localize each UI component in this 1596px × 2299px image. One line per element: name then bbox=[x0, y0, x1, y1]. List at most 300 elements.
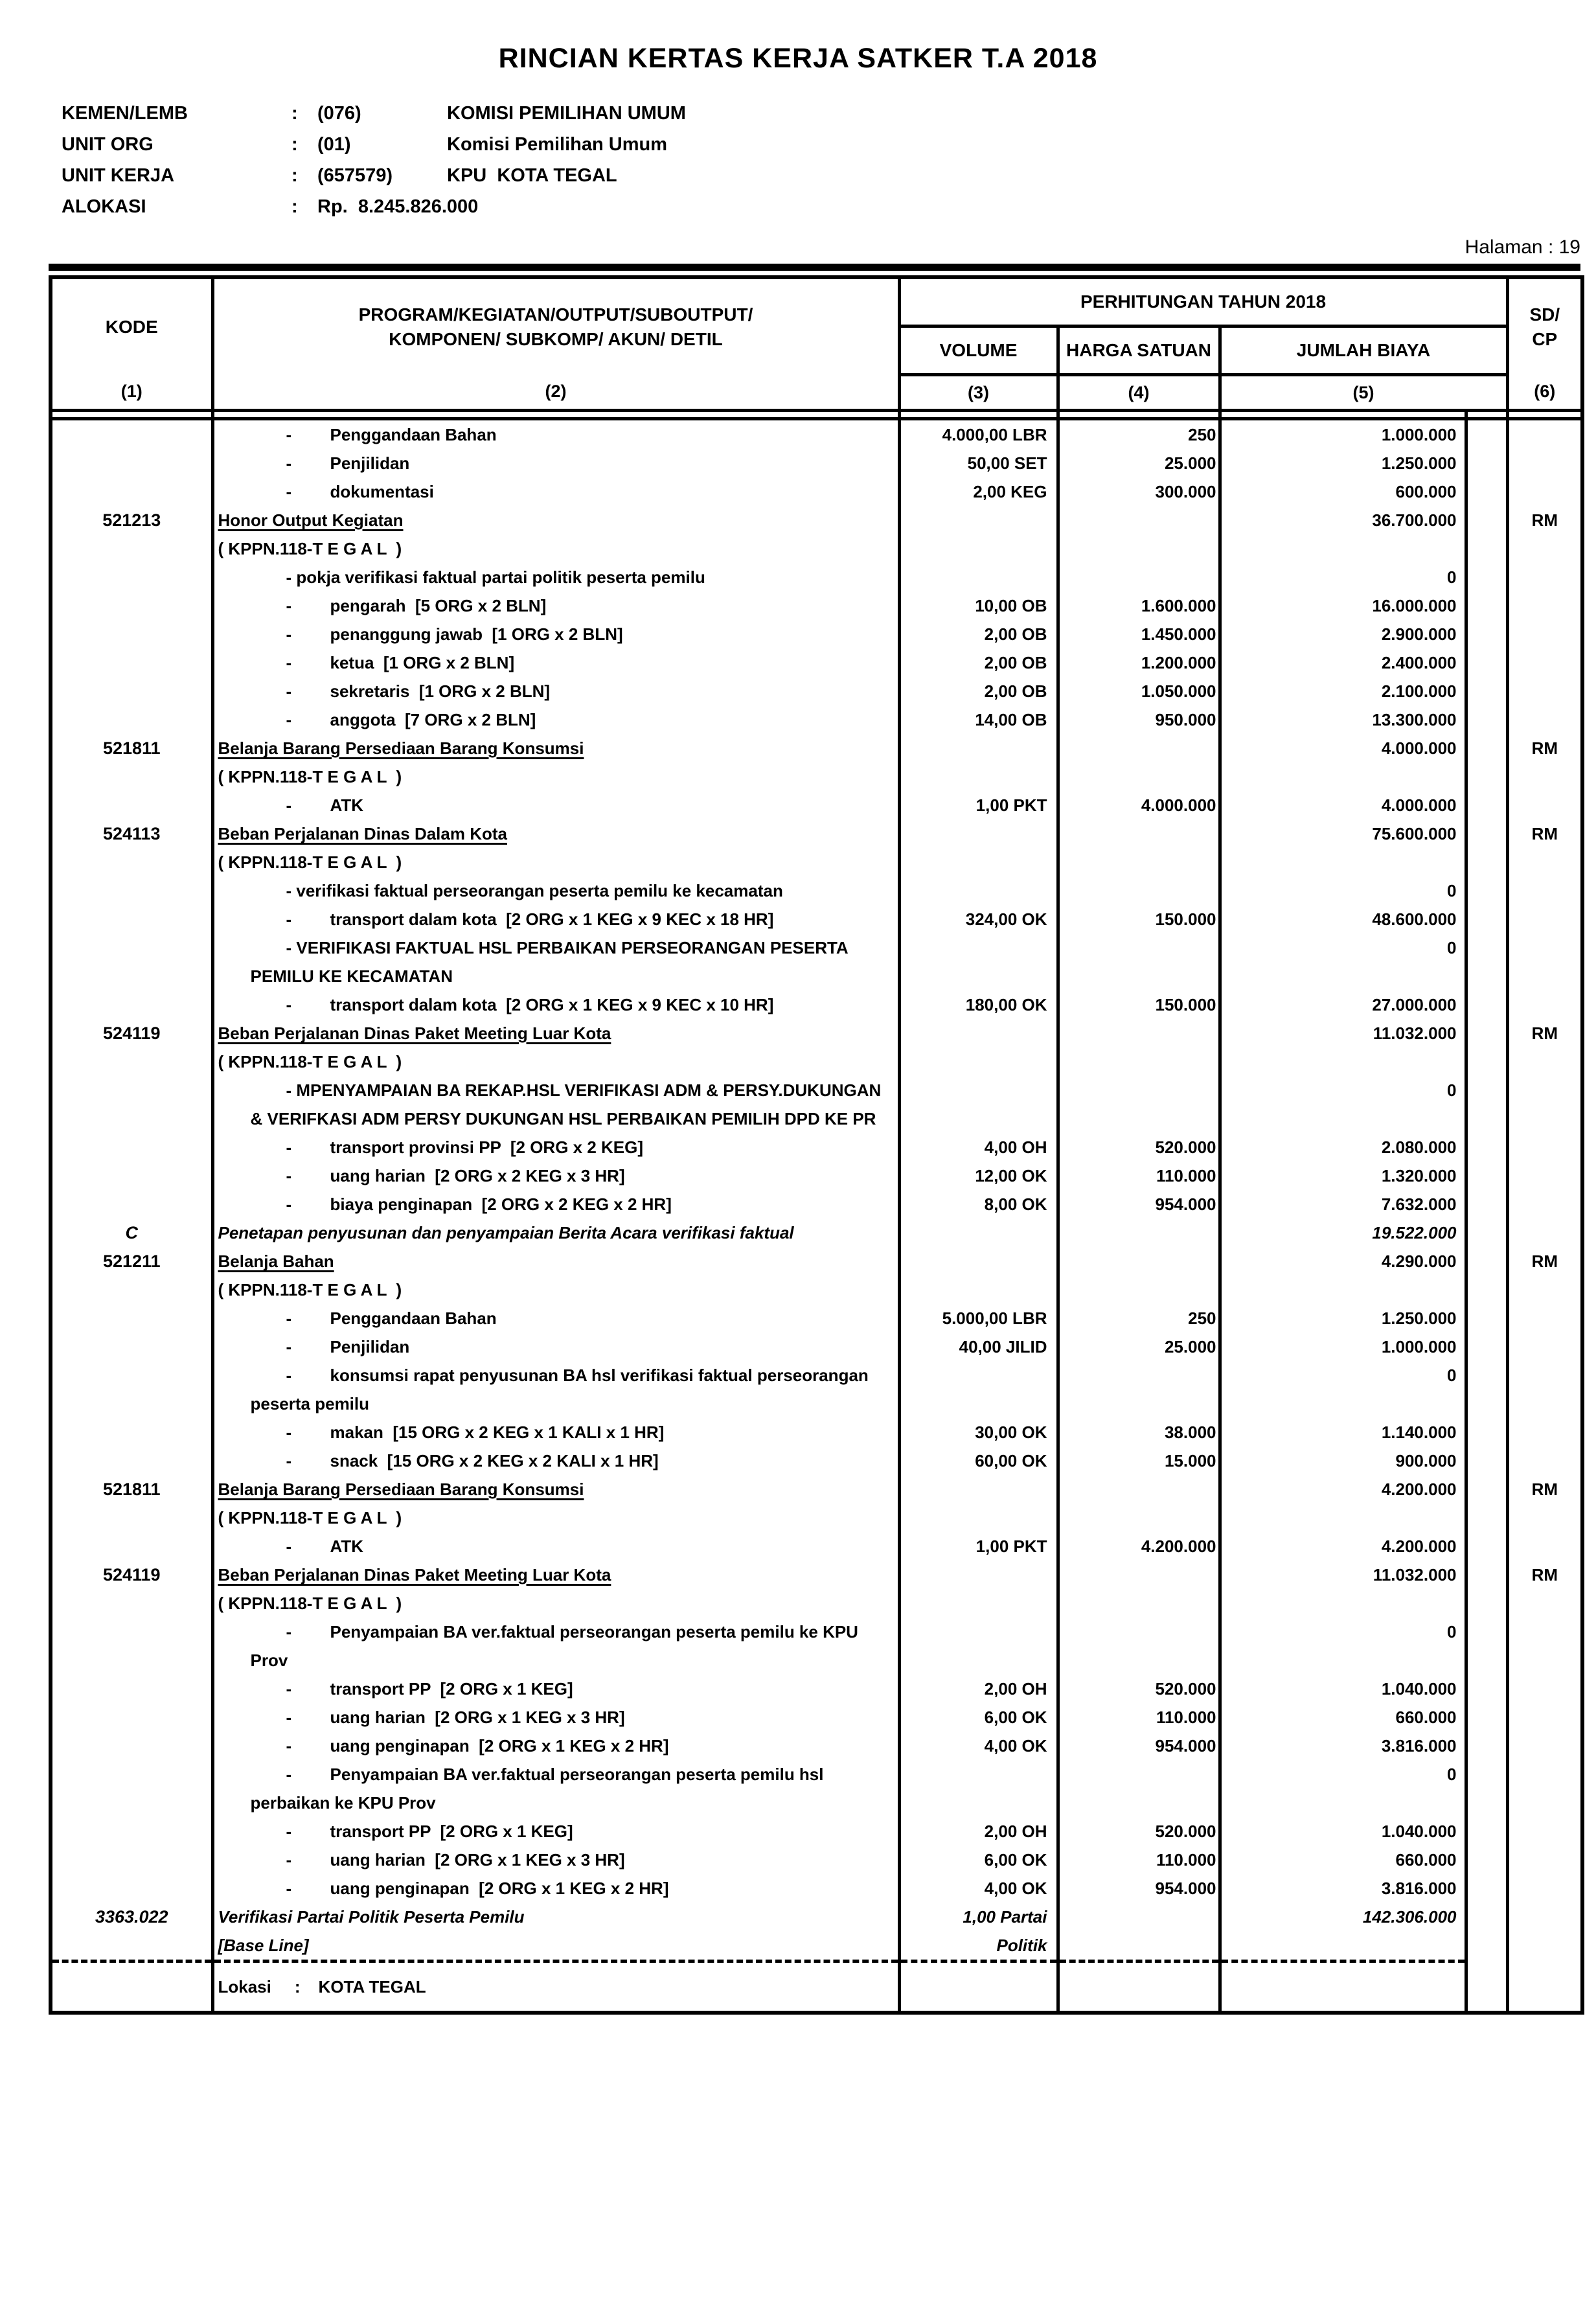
cell-kode bbox=[51, 1333, 212, 1361]
amount-value: 1.000.000 bbox=[1381, 1337, 1457, 1356]
cell-harga-satuan: 950.000 bbox=[1058, 705, 1220, 734]
volume-value: 6,00 OK bbox=[984, 1708, 1047, 1727]
cell-volume bbox=[899, 1760, 1058, 1817]
volume-value: 2,00 OB bbox=[984, 653, 1047, 672]
table-row bbox=[51, 1475, 1582, 1504]
header-col-num-6: (6) bbox=[1507, 375, 1582, 411]
volume-value: Politik bbox=[996, 1936, 1047, 1955]
table-row bbox=[51, 477, 1582, 506]
cell-spacer bbox=[1466, 990, 1507, 1019]
detail-line bbox=[218, 1817, 898, 1846]
cell-sd-cp bbox=[1507, 990, 1582, 1019]
kode-value: 3363.022 bbox=[95, 1907, 168, 1927]
detail-text: biaya penginapan [2 ORG x 2 KEG x 2 HR] bbox=[330, 1195, 672, 1214]
cell-description bbox=[212, 1275, 899, 1304]
amount-value: 2.400.000 bbox=[1381, 653, 1457, 672]
cell-jumlah-biaya bbox=[1220, 1903, 1466, 1962]
detail-line bbox=[218, 791, 898, 819]
cell-volume bbox=[899, 1333, 1058, 1361]
amount-value: 900.000 bbox=[1395, 1451, 1457, 1470]
detail-line bbox=[218, 591, 898, 620]
dash-bullet: - bbox=[286, 482, 292, 501]
akun-title bbox=[218, 1247, 898, 1275]
table-row bbox=[51, 1418, 1582, 1447]
cell-harga-satuan: 110.000 bbox=[1058, 1846, 1220, 1874]
table-row bbox=[51, 1161, 1582, 1190]
cell-volume bbox=[899, 819, 1058, 848]
cell-spacer bbox=[1466, 1333, 1507, 1361]
cell-spacer bbox=[1466, 1760, 1507, 1817]
dash-bullet: - bbox=[286, 1822, 292, 1841]
cell-sd-cp bbox=[1507, 1903, 1582, 1962]
table-row bbox=[51, 819, 1582, 848]
meta-label: UNIT KERJA bbox=[62, 165, 175, 186]
cell-jumlah-biaya bbox=[1220, 990, 1466, 1019]
table-row bbox=[51, 563, 1582, 591]
cell-kode bbox=[51, 1247, 212, 1275]
cell-volume bbox=[899, 506, 1058, 534]
cell-harga-satuan bbox=[1058, 734, 1220, 762]
meta-colon: : bbox=[291, 196, 298, 217]
cell-harga-satuan bbox=[1058, 506, 1220, 534]
cell-spacer bbox=[1466, 1732, 1507, 1760]
document-meta-block bbox=[62, 103, 1596, 227]
cell-kode bbox=[51, 1161, 212, 1190]
dash-bullet: - bbox=[286, 1309, 292, 1328]
header-col-num-4: (4) bbox=[1058, 375, 1220, 411]
lokasi-label: Lokasi bbox=[218, 1977, 271, 1996]
meta-value: KPU KOTA TEGAL bbox=[447, 165, 617, 186]
detail-text: Penjilidan bbox=[330, 453, 410, 473]
cell-description bbox=[212, 648, 899, 677]
cell-kode bbox=[51, 419, 212, 450]
table-row bbox=[51, 1133, 1582, 1161]
header-col-num-1: (1) bbox=[51, 375, 212, 411]
cell-kode bbox=[51, 1019, 212, 1047]
cell-volume bbox=[899, 1532, 1058, 1561]
cell-description bbox=[212, 1218, 899, 1247]
cell-volume bbox=[899, 1817, 1058, 1846]
output-title: [Base Line] bbox=[218, 1936, 309, 1955]
kode-value: 521811 bbox=[102, 1480, 161, 1499]
detail-text: transport PP [2 ORG x 1 KEG] bbox=[330, 1679, 573, 1699]
cell-description bbox=[212, 1589, 899, 1618]
amount-value: 3.816.000 bbox=[1381, 1879, 1457, 1898]
amount-value: 4.290.000 bbox=[1381, 1252, 1457, 1271]
header-col-num-5: (5) bbox=[1220, 375, 1507, 411]
kppn-label: ( KPPN.118-T E G A L ) bbox=[218, 1052, 402, 1071]
kode-value: 521811 bbox=[102, 738, 161, 758]
cell-jumlah-biaya bbox=[1220, 1133, 1466, 1161]
cell-kode bbox=[51, 1589, 212, 1618]
note-line: - verifikasi faktual perseorangan peserta pemilu ke kecamatan bbox=[286, 881, 783, 900]
cell-harga-satuan: 250 bbox=[1058, 419, 1220, 450]
cell-jumlah-biaya bbox=[1220, 591, 1466, 620]
amount-value: 2.100.000 bbox=[1381, 681, 1457, 701]
amount-value: 1.000.000 bbox=[1381, 425, 1457, 444]
kppn-label: ( KPPN.118-T E G A L ) bbox=[218, 852, 402, 872]
cell-sd-cp bbox=[1507, 1447, 1582, 1475]
cell-spacer bbox=[1466, 1161, 1507, 1190]
detail-text-continued: peserta pemilu bbox=[250, 1394, 370, 1413]
table-row bbox=[51, 1532, 1582, 1561]
amount-value: 27.000.000 bbox=[1372, 995, 1457, 1014]
table-row bbox=[51, 1076, 1582, 1133]
cell-volume bbox=[899, 1190, 1058, 1218]
detail-text: uang penginapan [2 ORG x 1 KEG x 2 HR] bbox=[330, 1879, 669, 1898]
cell-sd-cp: RM bbox=[1507, 506, 1582, 534]
volume-value: 2,00 OB bbox=[984, 624, 1047, 644]
cell-kode bbox=[51, 933, 212, 990]
amount-value: 0 bbox=[1447, 567, 1457, 587]
volume-value: 14,00 OB bbox=[975, 710, 1047, 729]
detail-line bbox=[218, 477, 898, 506]
cell-spacer bbox=[1466, 620, 1507, 648]
meta-code: (076) bbox=[317, 103, 361, 124]
cell-jumlah-biaya bbox=[1220, 1846, 1466, 1874]
cell-volume bbox=[899, 620, 1058, 648]
table-row bbox=[51, 1874, 1582, 1903]
detail-text: ketua [1 ORG x 2 BLN] bbox=[330, 653, 515, 672]
amount-value: 1.040.000 bbox=[1381, 1679, 1457, 1699]
cell-jumlah-biaya bbox=[1220, 648, 1466, 677]
cell-description bbox=[212, 762, 899, 791]
cell-harga-satuan: 4.000.000 bbox=[1058, 791, 1220, 819]
cell-description bbox=[212, 1333, 899, 1361]
volume-value: 4.000,00 LBR bbox=[942, 425, 1047, 444]
cell-kode bbox=[51, 1361, 212, 1418]
cell-jumlah-biaya bbox=[1220, 1760, 1466, 1817]
cell-jumlah-biaya bbox=[1220, 1703, 1466, 1732]
akun-title bbox=[218, 819, 898, 848]
cell-spacer bbox=[1466, 705, 1507, 734]
cell-description bbox=[212, 705, 899, 734]
cell-kode bbox=[51, 1133, 212, 1161]
cell-jumlah-biaya bbox=[1220, 1475, 1466, 1504]
header-program-line2: KOMPONEN/ SUBKOMP/ AKUN/ DETIL bbox=[389, 328, 723, 349]
cell-description bbox=[212, 506, 899, 534]
detail-line bbox=[218, 620, 898, 648]
cell-jumlah-biaya bbox=[1220, 1047, 1466, 1076]
cell-sd-cp bbox=[1507, 876, 1582, 905]
cell-kode bbox=[51, 905, 212, 933]
cell-sd-cp: RM bbox=[1507, 1019, 1582, 1047]
cell-sd-cp bbox=[1507, 1817, 1582, 1846]
meta-label: KEMEN/LEMB bbox=[62, 103, 188, 124]
cell-volume bbox=[899, 762, 1058, 791]
cell-volume bbox=[899, 1504, 1058, 1532]
cell-spacer bbox=[1466, 876, 1507, 905]
table-row bbox=[51, 620, 1582, 648]
table-body bbox=[51, 419, 1582, 1962]
cell-kode bbox=[51, 1532, 212, 1561]
cell-volume bbox=[899, 477, 1058, 506]
cell-sd-cp bbox=[1507, 1418, 1582, 1447]
cell-kode bbox=[51, 876, 212, 905]
note-line: PEMILU KE KECAMATAN bbox=[250, 966, 453, 986]
cell-spacer bbox=[1466, 506, 1507, 534]
cell-harga-satuan bbox=[1058, 933, 1220, 990]
cell-sd-cp bbox=[1507, 1161, 1582, 1190]
amount-value: 16.000.000 bbox=[1372, 596, 1457, 615]
detail-line bbox=[218, 677, 898, 705]
cell-sd-cp bbox=[1507, 1133, 1582, 1161]
cell-jumlah-biaya bbox=[1220, 1161, 1466, 1190]
cell-kode bbox=[51, 1304, 212, 1333]
akun-title-text: Belanja Barang Persediaan Barang Konsumsi bbox=[218, 738, 584, 758]
cell-sd-cp bbox=[1507, 905, 1582, 933]
cell-spacer bbox=[1466, 534, 1507, 563]
cell-spacer bbox=[1466, 762, 1507, 791]
cell-kode bbox=[51, 1076, 212, 1133]
cell-jumlah-biaya bbox=[1220, 791, 1466, 819]
cell-volume bbox=[899, 1247, 1058, 1275]
cell-description bbox=[212, 734, 899, 762]
detail-line bbox=[218, 1532, 898, 1561]
cell-sd-cp bbox=[1507, 563, 1582, 591]
cell-kode bbox=[51, 591, 212, 620]
cell-description bbox=[212, 534, 899, 563]
cell-harga-satuan: 150.000 bbox=[1058, 905, 1220, 933]
dash-bullet: - bbox=[286, 1337, 292, 1356]
cell-jumlah-biaya bbox=[1220, 677, 1466, 705]
cell-kode bbox=[51, 1846, 212, 1874]
cell-harga-satuan bbox=[1058, 1361, 1220, 1418]
cell-volume bbox=[899, 933, 1058, 990]
amount-value: 3.816.000 bbox=[1381, 1736, 1457, 1756]
cell-volume bbox=[899, 449, 1058, 477]
cell-description bbox=[212, 1418, 899, 1447]
dash-bullet: - bbox=[286, 1736, 292, 1756]
detail-line bbox=[218, 1703, 898, 1732]
header-program-line1: PROGRAM/KEGIATAN/OUTPUT/SUBOUTPUT/ bbox=[358, 304, 753, 325]
cell-spacer bbox=[1466, 1133, 1507, 1161]
table-row bbox=[51, 1333, 1582, 1361]
meta-row-unit-kerja bbox=[62, 165, 1596, 196]
cell-description bbox=[212, 1190, 899, 1218]
amount-value: 4.000.000 bbox=[1381, 738, 1457, 758]
table-row bbox=[51, 534, 1582, 563]
akun-title bbox=[218, 1019, 898, 1047]
cell-spacer bbox=[1466, 1447, 1507, 1475]
cell-volume bbox=[899, 1161, 1058, 1190]
cell-volume bbox=[899, 1361, 1058, 1418]
cell-kode bbox=[51, 1817, 212, 1846]
detail-text: sekretaris [1 ORG x 2 BLN] bbox=[330, 681, 551, 701]
cell-spacer bbox=[1466, 419, 1507, 450]
amount-value: 2.900.000 bbox=[1381, 624, 1457, 644]
detail-line bbox=[218, 705, 898, 734]
cell-volume bbox=[899, 648, 1058, 677]
cell-harga-satuan: 954.000 bbox=[1058, 1732, 1220, 1760]
dash-bullet: - bbox=[286, 453, 292, 473]
table-row bbox=[51, 648, 1582, 677]
cell-sd-cp bbox=[1507, 705, 1582, 734]
cell-description bbox=[212, 563, 899, 591]
table-row bbox=[51, 1817, 1582, 1846]
table-row bbox=[51, 1903, 1582, 1962]
cell-description bbox=[212, 848, 899, 876]
cell-jumlah-biaya bbox=[1220, 449, 1466, 477]
cell-jumlah-biaya bbox=[1220, 1532, 1466, 1561]
cell-spacer bbox=[1466, 933, 1507, 990]
amount-value: 0 bbox=[1447, 1081, 1457, 1100]
dash-bullet: - bbox=[286, 1366, 292, 1385]
dash-bullet: - bbox=[286, 1138, 292, 1157]
cell-spacer bbox=[1466, 1304, 1507, 1333]
note-line: - VERIFIKASI FAKTUAL HSL PERBAIKAN PERSEORANGAN PESERTA bbox=[286, 938, 849, 957]
cell-spacer bbox=[1466, 1247, 1507, 1275]
amount-value: 660.000 bbox=[1395, 1850, 1457, 1870]
cell-volume bbox=[899, 563, 1058, 591]
dash-bullet: - bbox=[286, 681, 292, 701]
cell-volume bbox=[899, 1133, 1058, 1161]
cell-harga-satuan bbox=[1058, 1019, 1220, 1047]
cell-kode bbox=[51, 1418, 212, 1447]
cell-sd-cp bbox=[1507, 933, 1582, 990]
cell-harga-satuan: 1.050.000 bbox=[1058, 677, 1220, 705]
header-col-num-3: (3) bbox=[899, 375, 1058, 411]
cell-spacer bbox=[1466, 1561, 1507, 1589]
amount-value: 142.306.000 bbox=[1362, 1907, 1457, 1927]
cell-harga-satuan bbox=[1058, 848, 1220, 876]
cell-jumlah-biaya bbox=[1220, 563, 1466, 591]
cell-jumlah-biaya bbox=[1220, 1218, 1466, 1247]
header-cp: CP bbox=[1532, 328, 1558, 349]
cell-spacer bbox=[1466, 1076, 1507, 1133]
output-title: Verifikasi Partai Politik Peserta Pemilu bbox=[218, 1907, 525, 1927]
header-perhitungan: PERHITUNGAN TAHUN 2018 bbox=[899, 277, 1507, 326]
cell-description bbox=[212, 1675, 899, 1703]
volume-value: 8,00 OK bbox=[984, 1195, 1047, 1214]
table-row bbox=[51, 1703, 1582, 1732]
kode-value: 521211 bbox=[102, 1252, 161, 1271]
meta-code: (657579) bbox=[317, 165, 393, 186]
cell-volume bbox=[899, 1703, 1058, 1732]
table-row bbox=[51, 990, 1582, 1019]
cell-description bbox=[212, 1047, 899, 1076]
detail-line bbox=[218, 1732, 898, 1760]
table-row bbox=[51, 791, 1582, 819]
cell-description bbox=[212, 819, 899, 848]
page-title: RINCIAN KERTAS KERJA SATKER T.A 2018 bbox=[498, 43, 1098, 74]
lokasi-cell bbox=[212, 1962, 899, 2013]
cell-volume bbox=[899, 1275, 1058, 1304]
detail-line bbox=[218, 420, 898, 449]
cell-jumlah-biaya bbox=[1220, 1304, 1466, 1333]
table-row bbox=[51, 933, 1582, 990]
cell-jumlah-biaya bbox=[1220, 1418, 1466, 1447]
cell-sd-cp bbox=[1507, 1703, 1582, 1732]
cell-jumlah-biaya bbox=[1220, 1732, 1466, 1760]
budget-table-wrapper bbox=[49, 264, 1580, 2015]
amount-value: 75.600.000 bbox=[1372, 824, 1457, 843]
cell-sd-cp: RM bbox=[1507, 819, 1582, 848]
table-row bbox=[51, 734, 1582, 762]
detail-text: ATK bbox=[330, 1537, 364, 1556]
amount-value: 0 bbox=[1447, 881, 1457, 900]
table-row bbox=[51, 1304, 1582, 1333]
cell-volume bbox=[899, 1019, 1058, 1047]
cell-kode bbox=[51, 1874, 212, 1903]
note-line: & VERIFKASI ADM PERSY DUKUNGAN HSL PERBAIKAN PEMILIH DPD KE PR bbox=[250, 1109, 876, 1128]
dash-bullet: - bbox=[286, 653, 292, 672]
cell-description bbox=[212, 1019, 899, 1047]
cell-jumlah-biaya bbox=[1220, 1561, 1466, 1589]
cell-jumlah-biaya bbox=[1220, 1275, 1466, 1304]
dash-bullet: - bbox=[286, 1708, 292, 1727]
cell-sd-cp bbox=[1507, 477, 1582, 506]
cell-description bbox=[212, 419, 899, 450]
cell-sd-cp bbox=[1507, 1532, 1582, 1561]
cell-sd-cp bbox=[1507, 1047, 1582, 1076]
header-volume: VOLUME bbox=[899, 326, 1058, 375]
cell-spacer bbox=[1466, 1618, 1507, 1675]
meta-colon: : bbox=[291, 103, 298, 124]
kppn-label: ( KPPN.118-T E G A L ) bbox=[218, 1280, 402, 1299]
cell-harga-satuan bbox=[1058, 1618, 1220, 1675]
akun-title bbox=[218, 734, 898, 762]
cell-harga-satuan bbox=[1058, 1275, 1220, 1304]
detail-line bbox=[218, 1447, 898, 1475]
meta-row-kemen-lemb bbox=[62, 103, 1596, 134]
cell-description bbox=[212, 677, 899, 705]
cell-harga-satuan bbox=[1058, 1589, 1220, 1618]
cell-description bbox=[212, 933, 899, 990]
cell-spacer bbox=[1466, 1532, 1507, 1561]
note-line: - pokja verifikasi faktual partai politik peserta pemilu bbox=[286, 567, 705, 587]
detail-text: konsumsi rapat penyusunan BA hsl verifikasi faktual perseorangan bbox=[330, 1366, 869, 1385]
cell-jumlah-biaya bbox=[1220, 762, 1466, 791]
akun-title-text: Beban Perjalanan Dinas Paket Meeting Luar Kota bbox=[218, 1565, 611, 1584]
volume-value: 2,00 OB bbox=[984, 681, 1047, 701]
amount-value: 7.632.000 bbox=[1381, 1195, 1457, 1214]
detail-line bbox=[218, 1304, 898, 1333]
budget-table bbox=[49, 275, 1584, 2015]
cell-harga-satuan: 954.000 bbox=[1058, 1190, 1220, 1218]
cell-harga-satuan bbox=[1058, 819, 1220, 848]
cell-volume bbox=[899, 1675, 1058, 1703]
cell-volume bbox=[899, 1962, 1058, 2013]
cell-spacer bbox=[1466, 1190, 1507, 1218]
meta-label: ALOKASI bbox=[62, 196, 146, 217]
amount-value: 36.700.000 bbox=[1372, 510, 1457, 530]
double-rule bbox=[51, 411, 1582, 419]
scanned-budget-document bbox=[0, 43, 1596, 2299]
table-row bbox=[51, 1504, 1582, 1532]
cell-sd-cp: RM bbox=[1507, 1561, 1582, 1589]
cell-kode bbox=[51, 1504, 212, 1532]
cell-sd-cp bbox=[1507, 1732, 1582, 1760]
volume-value: 60,00 OK bbox=[975, 1451, 1047, 1470]
volume-value: 2,00 OH bbox=[984, 1679, 1047, 1699]
dash-bullet: - bbox=[286, 710, 292, 729]
cell-kode bbox=[51, 563, 212, 591]
dash-bullet: - bbox=[286, 795, 292, 815]
cell-jumlah-biaya bbox=[1220, 419, 1466, 450]
cell-spacer bbox=[1466, 905, 1507, 933]
cell-sd-cp bbox=[1507, 1760, 1582, 1817]
detail-text-continued: Prov bbox=[250, 1651, 288, 1670]
cell-kode bbox=[51, 1190, 212, 1218]
cell-description bbox=[212, 1732, 899, 1760]
detail-text: anggota [7 ORG x 2 BLN] bbox=[330, 710, 536, 729]
cell-sd-cp bbox=[1507, 1675, 1582, 1703]
cell-kode bbox=[51, 677, 212, 705]
cell-spacer bbox=[1466, 1962, 1507, 2013]
cell-harga-satuan: 110.000 bbox=[1058, 1161, 1220, 1190]
cell-description bbox=[212, 591, 899, 620]
